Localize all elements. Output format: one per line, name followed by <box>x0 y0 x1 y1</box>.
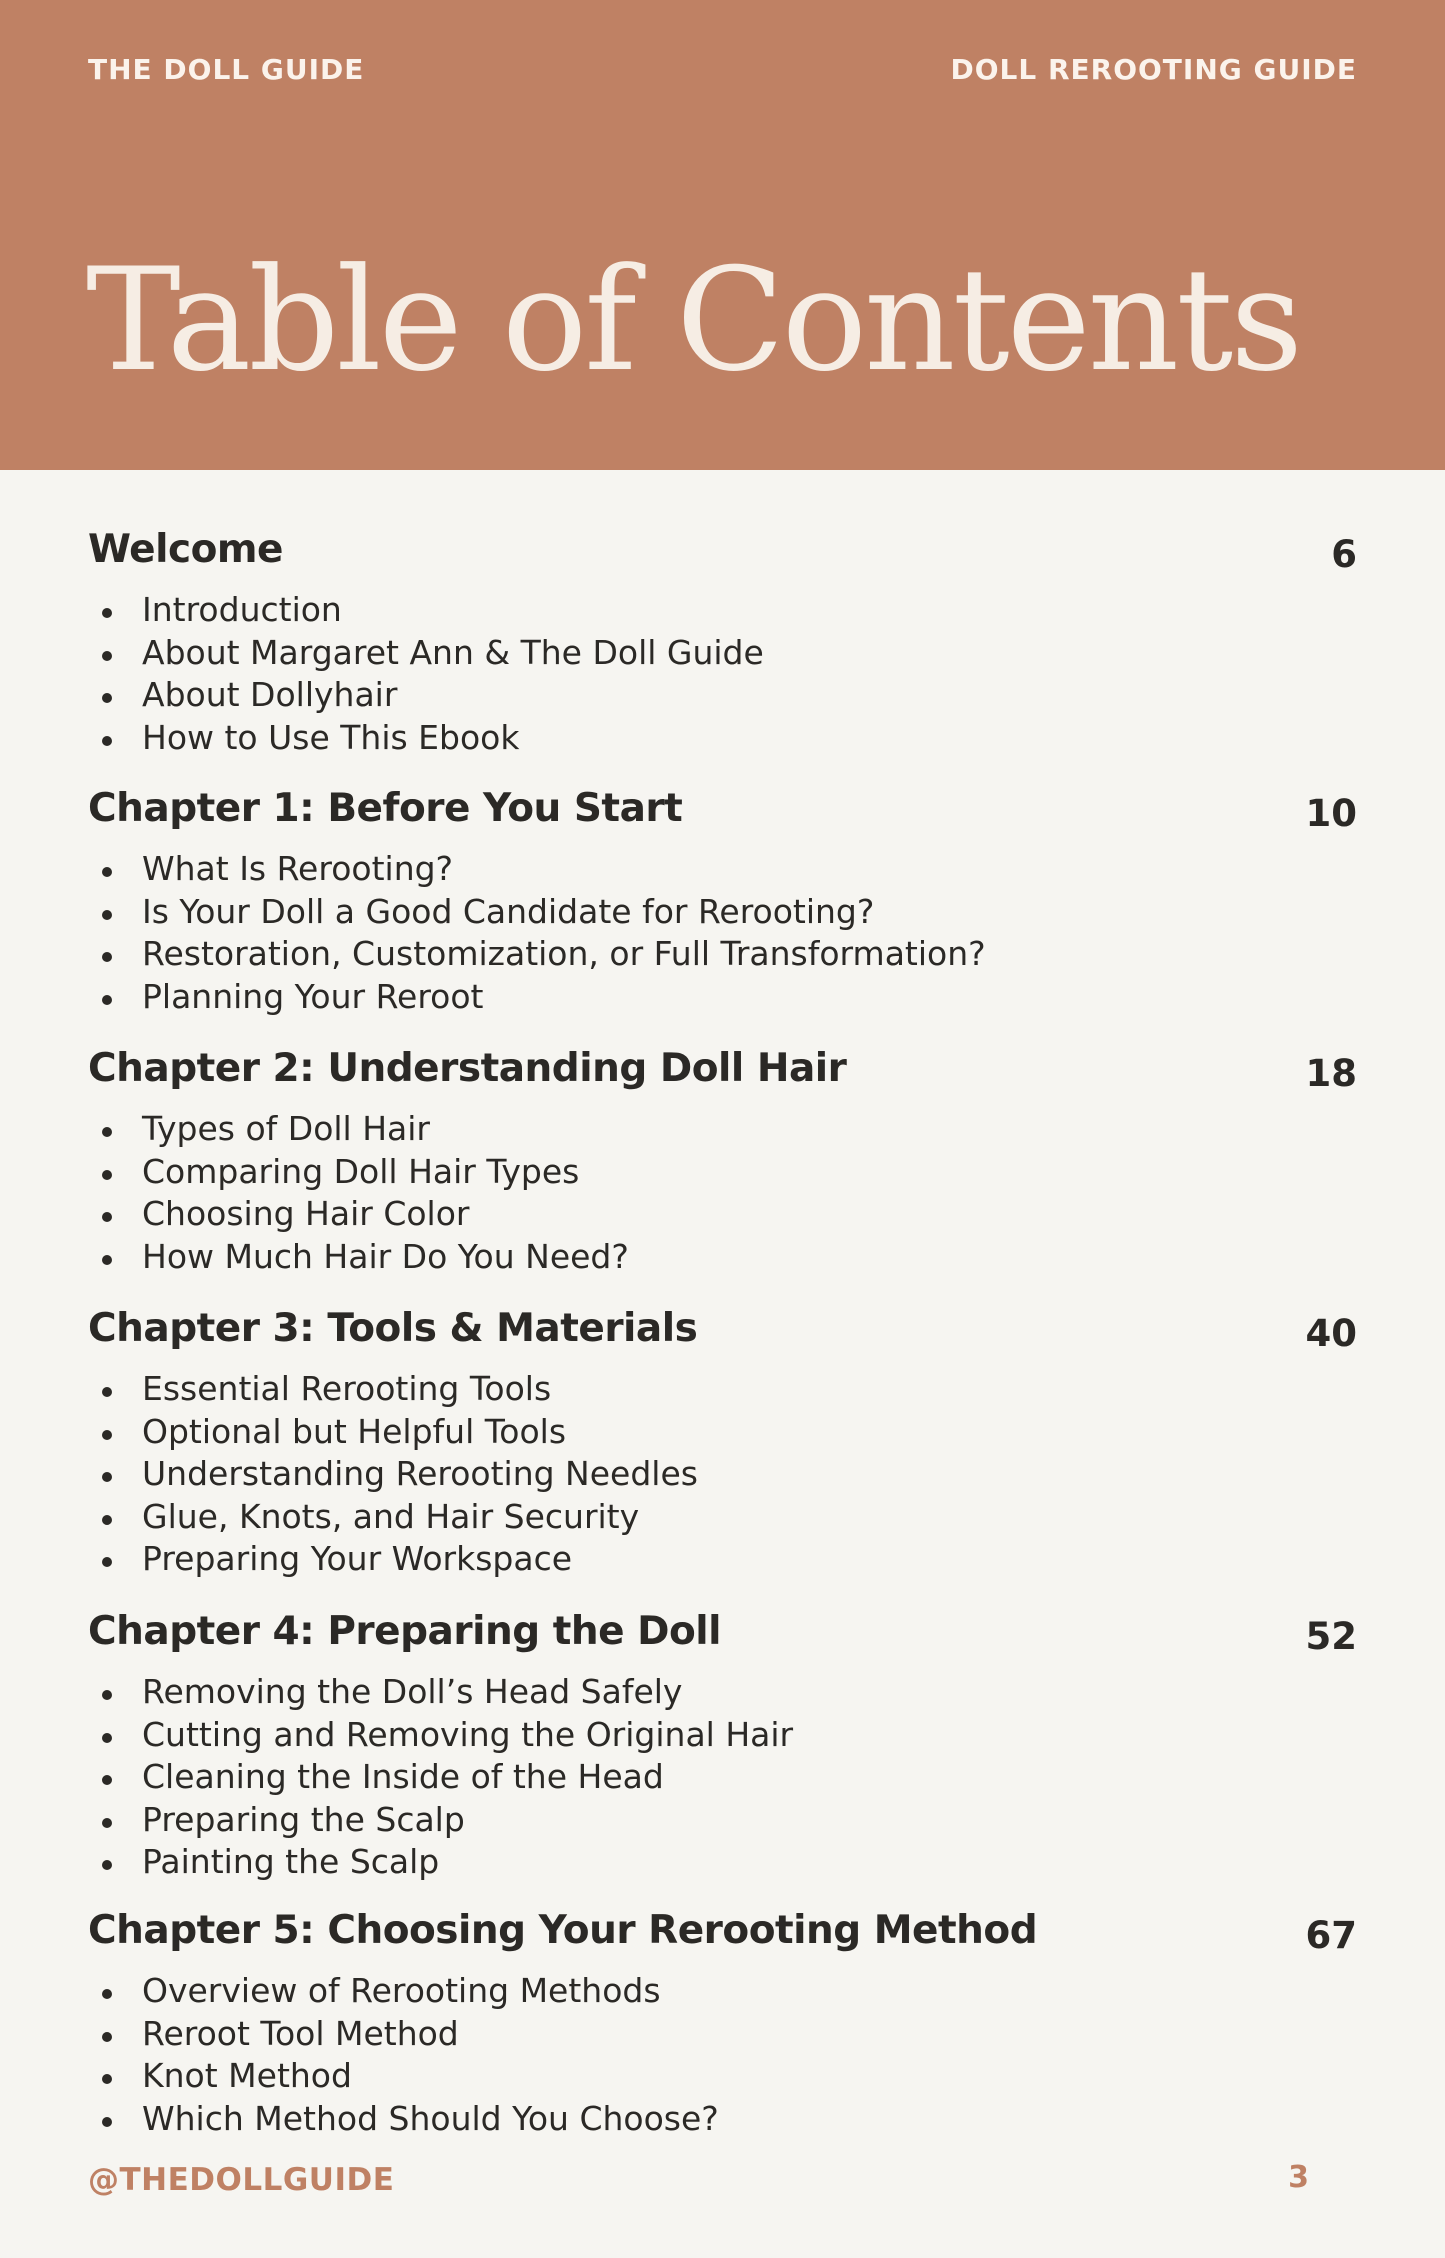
toc-item[interactable]: Choosing Hair Color <box>102 1193 629 1236</box>
toc-item[interactable]: Introduction <box>102 589 764 632</box>
toc-item[interactable]: Comparing Doll Hair Types <box>102 1151 629 1194</box>
toc-item[interactable]: Overview of Rerooting Methods <box>102 1970 719 2013</box>
section-page-number: 52 <box>1305 1615 1357 1658</box>
toc-item[interactable]: Cutting and Removing the Original Hair <box>102 1714 793 1757</box>
toc-item[interactable]: Which Method Should You Choose? <box>102 2098 719 2141</box>
toc-item[interactable]: Is Your Doll a Good Candidate for Rerooting? <box>102 891 986 934</box>
section-title[interactable]: Chapter 1: Before You Start <box>88 786 683 831</box>
toc-item[interactable]: Preparing the Scalp <box>102 1799 793 1842</box>
running-header-right: DOLL REROOTING GUIDE <box>950 53 1357 86</box>
toc-item[interactable]: How to Use This Ebook <box>102 717 764 760</box>
toc-item[interactable]: Knot Method <box>102 2055 719 2098</box>
toc-item[interactable]: Preparing Your Workspace <box>102 1538 698 1581</box>
header-banner <box>0 0 1445 470</box>
running-header-left: THE DOLL GUIDE <box>88 53 365 86</box>
toc-item[interactable]: What Is Rerooting? <box>102 848 986 891</box>
section-title[interactable]: Chapter 2: Understanding Doll Hair <box>88 1046 847 1091</box>
section-page-number: 67 <box>1305 1914 1357 1957</box>
toc-item[interactable]: Planning Your Reroot <box>102 976 986 1019</box>
footer-social-handle[interactable]: @THEDOLLGUIDE <box>88 2162 395 2198</box>
toc-item[interactable]: About Margaret Ann & The Doll Guide <box>102 632 764 675</box>
section-items <box>102 1671 793 1884</box>
page-title: Table of Contents <box>86 238 1301 403</box>
footer-page-number: 3 <box>1288 2160 1309 2195</box>
toc-item[interactable]: Types of Doll Hair <box>102 1108 629 1151</box>
toc-item[interactable]: Understanding Rerooting Needles <box>102 1453 698 1496</box>
section-title[interactable]: Chapter 4: Preparing the Doll <box>88 1609 722 1654</box>
toc-item[interactable]: Restoration, Customization, or Full Transformation? <box>102 933 986 976</box>
section-page-number: 10 <box>1305 792 1357 835</box>
section-title[interactable]: Chapter 3: Tools & Materials <box>88 1306 698 1351</box>
toc-item[interactable]: Painting the Scalp <box>102 1841 793 1884</box>
toc-item[interactable]: Removing the Doll’s Head Safely <box>102 1671 793 1714</box>
section-items <box>102 1108 629 1278</box>
toc-item[interactable]: Glue, Knots, and Hair Security <box>102 1496 698 1539</box>
section-page-number: 40 <box>1305 1312 1357 1355</box>
section-items <box>102 848 986 1018</box>
toc-item[interactable]: About Dollyhair <box>102 674 764 717</box>
toc-item[interactable]: How Much Hair Do You Need? <box>102 1236 629 1279</box>
section-page-number: 6 <box>1331 533 1357 576</box>
toc-item[interactable]: Optional but Helpful Tools <box>102 1411 698 1454</box>
section-title[interactable]: Chapter 5: Choosing Your Rerooting Method <box>88 1908 1038 1953</box>
section-items <box>102 1970 719 2140</box>
toc-item[interactable]: Reroot Tool Method <box>102 2013 719 2056</box>
toc-item[interactable]: Essential Rerooting Tools <box>102 1368 698 1411</box>
section-page-number: 18 <box>1305 1052 1357 1095</box>
toc-item[interactable]: Cleaning the Inside of the Head <box>102 1756 793 1799</box>
section-title[interactable]: Welcome <box>88 527 283 572</box>
section-items <box>102 1368 698 1581</box>
section-items <box>102 589 764 759</box>
